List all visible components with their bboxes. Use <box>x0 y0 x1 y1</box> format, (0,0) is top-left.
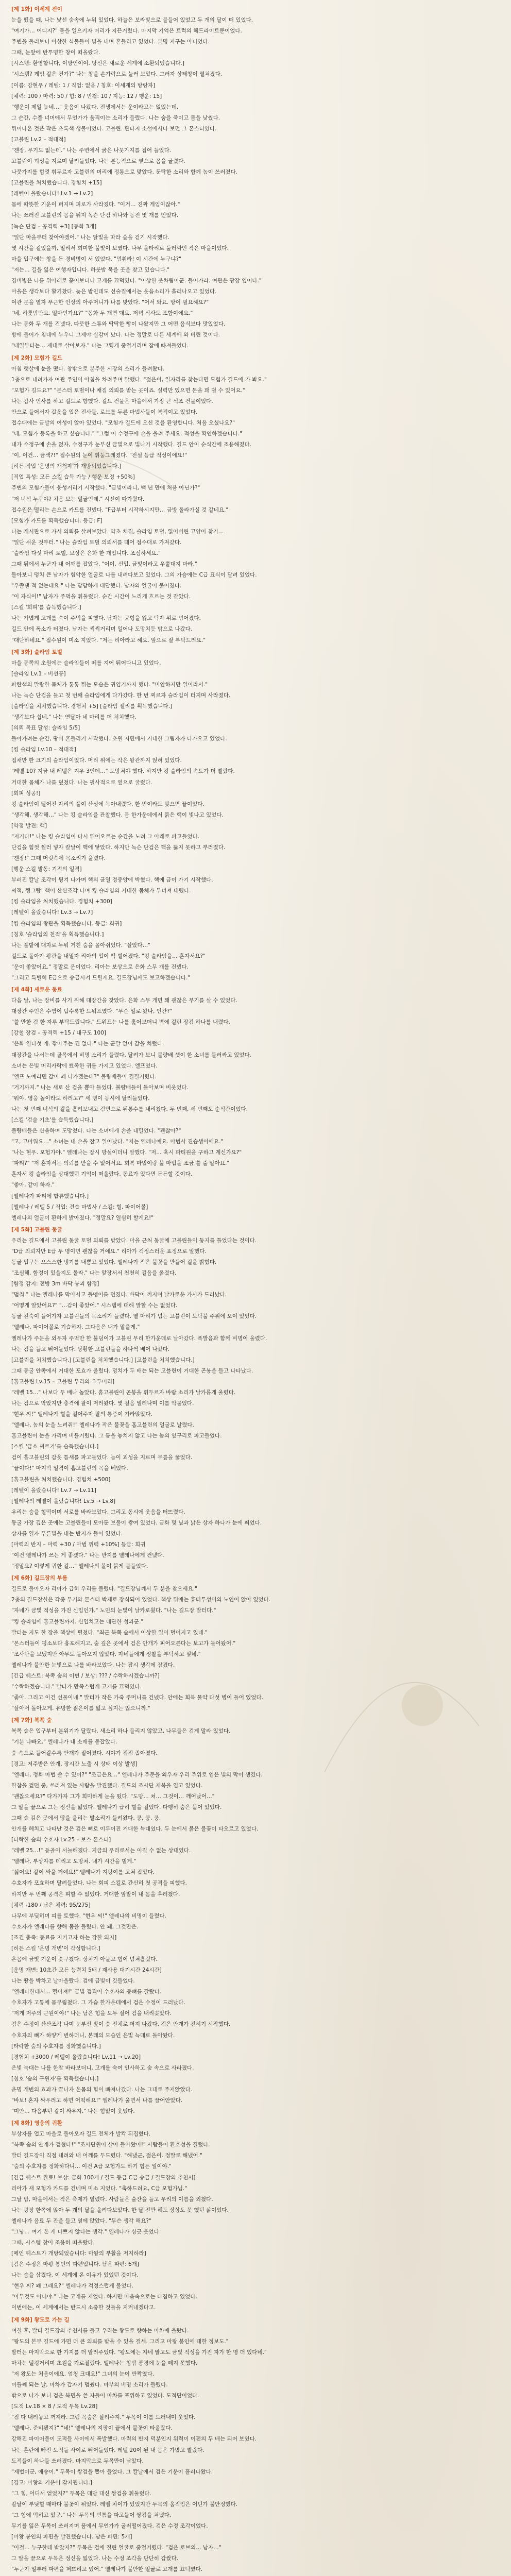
text-line: "파티?" "저 혼자서는 의뢰를 받을 수 없어서요. 회복 마법이랑 불 마법을 조금 쓸 줄 알아요." <box>11 1160 230 1167</box>
text-line: [레벨이 올랐습니다! Lv.7 → Lv.11] <box>11 1487 96 1494</box>
text-line: [홉고블린을 처치했습니다. 경험치 +500] <box>11 1476 111 1483</box>
text-line: 나는 혼란에 빠진 도적들 사이로 뛰어들었다. 레벨 20이 된 내 몸은 가볍고 빨랐다. <box>11 2447 205 2453</box>
text-line: "좋아. 그리고 이건 선물이네." 발터가 작은 가죽 주머니를 건넸다. 안에는 회복 물약 다섯 병이 들어 있었다. <box>11 1694 263 1701</box>
text-line: "그냥… 여기 온 게 나쁘지 않다는 생각." 엘레나가 싱긋 웃었다. <box>11 2228 161 2235</box>
text-line: 몸에 따뜻한 기운이 퍼지며 피로가 사라졌다. "이거… 진짜 게임이잖아." <box>11 201 180 208</box>
text-line: [도적 Lv.18 × 8 / 도적 두목 Lv.28] <box>11 2403 98 2410</box>
text-line: [마왕 봉인의 파편을 발견했습니다. 남은 파편: 5개] <box>11 2534 132 2540</box>
text-line: 발터는 마지막으로 한 가지를 더 알려주었다. "왕도에는 자네 말고도 금빛 적성을 가진 자가 한 명 더 있다네." <box>11 2349 267 2355</box>
text-line: "우쭐댄 적 없는데요." 나는 담담하게 대답했다. 남자의 얼굴이 붉어졌다. <box>11 583 182 589</box>
text-line: "생각해, 생각해…" 나는 킹 슬라임을 관찰했다. 몸 한가운데에서 붉은 핵이 빛나고 있었다. <box>11 811 224 818</box>
text-line: 이번에는, 이 세계에서는 반드시 소중한 것들을 지켜내겠다고. <box>11 2304 156 2311</box>
text-line: "왕도의 본부 길드에 가면 더 큰 의뢰를 받을 수 있을 걸세. 그리고 마왕 봉인에 대한 정보도." <box>11 2338 229 2345</box>
text-line: 고블린이 괴성을 지르며 달려들었다. 나는 본능적으로 옆으로 몸을 굴렸다. <box>11 158 185 165</box>
chapter-heading: [제 1화] 이세계 전이 <box>11 6 62 12</box>
text-line: 수호자의 뼈가 하얗게 변하더니, 본래의 모습인 은빛 늑대로 돌아왔다. <box>11 2032 175 2039</box>
text-line: 수호자가 포효하며 달려들었다. 나는 회피 스킬로 간신히 첫 공격을 피했다. <box>11 1880 188 1887</box>
chapter-heading: [제 4화] 새로운 동료 <box>11 987 62 993</box>
text-line: "정말요? 이렇게 귀한 걸…" 엘레나의 볼이 붉게 물들었다. <box>11 1563 148 1570</box>
text-line: 나는 땅을 박차고 날아올랐다. 검에 금빛이 깃들었다. <box>11 1978 135 1985</box>
text-line: 나무에 부딪히며 피를 토했다. "현우 씨!" 엘레나의 비명이 들렸다. <box>11 1912 166 1919</box>
text-line: 검이 홉고블린의 갑옷 틈새를 파고들었다. 놈이 괴성을 지르며 무릎을 꿇었다. <box>11 1454 193 1461</box>
text-line: "이, 이건… 금색?!" 접수원의 눈이 휘둥그레졌다. "전설 등급 적성이에요!" <box>11 452 187 459</box>
text-line: [타락한 숲의 수호자를 정화했습니다.] <box>11 2043 101 2049</box>
text-line: 하지만 두 번째 공격은 피할 수 없었다. 거대한 앞발이 내 몸을 후려쳤다. <box>11 1891 180 1897</box>
text-line: [체력 -180 / 남은 체력: 95/275] <box>11 1902 91 1908</box>
text-line: [운명 개변: 10초간 모든 능력치 5배 / 재사용 대기시간 24시간] <box>11 1967 162 1974</box>
text-line: "자네가 금빛 적성을 가진 신입인가." 노인의 눈빛이 날카로웠다. "나는 길드장 발터다." <box>11 1607 216 1614</box>
text-line: [엘레나 / 레벨 5 / 직업: 견습 마법사 / 스킬: 힐, 파이어볼] <box>11 1204 148 1210</box>
text-line: "슬라임 다섯 마리 토벌, 보상은 은화 한 개입니다. 조심하세요." <box>11 550 161 556</box>
text-line: 동굴 깊숙이 들어가자 고블린들의 목소리가 들렸다. 열 마리가 넘는 고블린이 모닥불 주위에 모여 있었다. <box>11 1313 257 1320</box>
text-line: 돌아보니 덩치 큰 남자가 험악한 얼굴로 나를 내려다보고 있었다. 그의 가슴에는 C급 표식이 달려 있었다. <box>11 572 257 579</box>
text-line: [경고: 마왕의 기운이 감지됩니다.] <box>11 2479 92 2486</box>
text-line: "저 왕도는 처음이에요. 엄청 크대요!" 그녀의 눈이 반짝였다. <box>11 2370 155 2377</box>
text-line: "그 힘, 어디서 얻었지?" 두목은 대답 대신 쌍검을 휘둘렀다. <box>11 2490 151 2497</box>
text-line: "네, 하룻밤만요. 얼마인가요?" "동화 두 개면 돼요. 저녁 식사도 포함이에요." <box>11 310 193 317</box>
text-line: "이걸… 누구한테 받았지?" 두목은 겁에 질린 얼굴로 중얼거렸다. "검은 로브의… 남자…" <box>11 2545 222 2551</box>
text-line: 소녀는 은빛 머리카락에 뾰족한 귀를 가지고 있었다. 엘프였다. <box>11 1062 158 1069</box>
text-line: [슬라임 Lv.1 – 비선공] <box>11 670 66 677</box>
text-line: 단검을 힘껏 찔러 넣자 칼날이 핵에 닿았다. 하지만 녹슨 단검은 핵을 뚫지 못하고 부러졌다. <box>11 844 226 851</box>
text-line: 아침 햇살에 눈을 떴다. 창밖으로 분주한 시장의 소리가 들려왔다. <box>11 365 165 372</box>
text-line: [경험치 +3000 / 레벨이 올랐습니다! Lv.11 → Lv.20] <box>11 2054 141 2060</box>
text-line: "엘레나, 준비됐지?" "네!" 엘레나의 지팡이 끝에서 불꽃이 타올랐다. <box>11 2425 173 2432</box>
text-line: 파란색의 말랑한 몸체가 통통 튀는 모습은 귀엽기까지 했다. "미안하지만 일이라서." <box>11 681 208 688</box>
text-line: 나뭇가지를 힘껏 휘두르자 고블린의 머리에 정통으로 맞았다. 둔탁한 소리와 함께 놈이 쓰러졌다. <box>11 169 237 176</box>
text-line: "쓸 만한 검 한 자루 부탁드립니다." 드워프는 나를 훑어보더니 벽에 걸린 장검 하나를 내렸다. <box>11 1019 230 1026</box>
text-line: 며칠 후, 발터 길드장의 추천서를 들고 우리는 왕도로 향하는 마차에 올랐다. <box>11 2327 189 2334</box>
text-line: 경비병은 나를 위아래로 훑어보더니 고개를 끄덕였다. "이상한 옷차림이군. 들어가라. 여관은 광장 옆이다." <box>11 277 262 284</box>
text-line: [킹 슬라임을 처치했습니다. 경험치 +300] <box>11 899 112 905</box>
text-line: "킹 슬라임에 홉고블린까지. 신입치고는 대단한 성과군." <box>11 1618 144 1625</box>
text-line: 나는 녹슨 단검을 들고 첫 번째 슬라임에게 다가갔다. 한 번 찌르자 슬라임이 터지며 사라졌다. <box>11 692 231 699</box>
text-line: 우리는 길드에서 고블린 동굴 토벌 의뢰를 받았다. 마을 근처 동굴에 고블린들이 둥지를 틀었다는 것이다. <box>11 1237 257 1244</box>
text-line: 홉고블린이 눈을 가리며 비틀거렸다. 그 틈을 놓치지 않고 나는 놈의 옆구리로 파고들었다. <box>11 1433 222 1439</box>
text-line: [녹슨 단검 – 공격력 +3] [동화 3개] <box>11 223 97 230</box>
text-line: [강철 장검 – 공격력 +15 / 내구도 100] <box>11 1030 106 1037</box>
text-line: 마을 동쪽의 초원에는 슬라임들이 떼를 지어 뛰어다니고 있었다. <box>11 659 161 666</box>
text-line: [히든 스킬 '운명 개변'이 각성합니다.] <box>11 1945 100 1952</box>
text-line: 밖으로 나가 보니 검은 복면을 쓴 자들이 마차를 포위하고 있었다. 도적단이었다. <box>11 2393 199 2399</box>
text-line: 그때, 눈앞에 반투명한 창이 떠올랐다. <box>11 49 100 56</box>
text-line: "젠장!" 그때 머릿속에 목소리가 울렸다. <box>11 855 106 862</box>
text-line: "북쪽 숲의 안개가 걷혔다!" "조사단원이 살아 돌아왔어!" 사람들이 환호성을 질렀다. <box>11 2142 210 2148</box>
text-line: 불량배들은 신음하며 도망쳤다. 나는 소녀에게 손을 내밀었다. "괜찮아?" <box>11 1128 181 1134</box>
text-line: 동굴 가장 깊은 곳에는 고블린들이 모아둔 보물이 쌓여 있었다. 금화 몇 닢과 낡은 상자 하나가 눈에 띄었다. <box>11 1519 262 1526</box>
text-line: 온몸에 금빛 기운이 솟구쳤다. 상처가 아물고 힘이 넘쳐흘렀다. <box>11 1956 158 1962</box>
text-line: "몬스터들이 평소보다 흉포해지고, 숲 깊은 곳에서 검은 안개가 피어오른다는 보고가 들어왔어." <box>11 1640 236 1647</box>
text-line: 2층의 길드장실은 각종 무기와 몬스터 박제로 장식되어 있었다. 책상 뒤에는 흉터투성이의 노인이 앉아 있었다. <box>11 1597 271 1603</box>
text-line: 수호자가 엘레나를 향해 몸을 돌렸다. 안 돼, 그것만은. <box>11 1923 139 1930</box>
text-line: 길드로 돌아오자 리아가 급히 우리를 불렀다. "길드장님께서 두 분을 찾으세요." <box>11 1586 197 1592</box>
text-line: "엘레나한테서… 떨어져!" 금빛 검격이 수호자의 등뼈를 갈랐다. <box>11 1989 162 1995</box>
text-line: [함정 감지: 전방 3m 바닥 붕괴 함정] <box>11 1281 99 1287</box>
text-line: [시스템: 환영합니다, 이방인이여. 당신은 새로운 세계에 소환되었습니다.] <box>11 60 184 67</box>
text-line: 마을 입구에는 창을 든 경비병이 서 있었다. "멈춰라! 이 시간에 누구냐?" <box>11 256 182 262</box>
text-line: 쩌적, 쨍그랑! 핵이 산산조각 나며 킹 슬라임의 거대한 몸체가 무너져 내렸다. <box>11 888 191 894</box>
text-line: [검은 수정은 마왕 봉인의 파편입니다. 남은 파편: 6개] <box>11 2261 139 2268</box>
text-line: "바보! 혼자 싸우려고 하면 어떡해요!" 엘레나가 울면서 나를 끌어안았다. <box>11 2097 183 2104</box>
text-line: [스킬 '급소 찌르기'를 습득했습니다.] <box>11 1444 99 1450</box>
text-line: "엘레나, 부상자를 데리고 도망쳐. 내가 시간을 벌게." <box>11 1858 137 1865</box>
text-line: 여관 문을 열자 푸근한 인상의 아주머니가 나를 맞았다. "어서 와요. 방이 필요해요?" <box>11 299 209 306</box>
text-line: "엘레나, 놈의 눈을 노려줘!" 엘레나가 작은 불꽃을 홉고블린의 얼굴로 날렸다. <box>11 1422 194 1429</box>
text-line: "이 자식이!" 남자가 주먹을 휘둘렀다. 순간 시간이 느리게 흐르는 것 같았다. <box>11 594 191 600</box>
text-line: "어떻게 알았어요?" "…감이 좋았어." 시스템에 대해 말할 수는 없었다. <box>11 1302 178 1309</box>
text-line: [스킬 '회피'를 습득했습니다.] <box>11 604 81 611</box>
text-line: [의뢰 목표 달성: 슬라임 5/5] <box>11 725 80 732</box>
text-line: 나는 쓰러진 고블린의 몸을 뒤져 녹슨 단검 하나와 동전 몇 개를 얻었다. <box>11 212 179 219</box>
text-line: 그때 동굴 안쪽에서 거대한 포효가 울렸다. 덩치가 두 배는 되는 고블린이 거대한 곤봉을 들고 나타났다. <box>11 1367 253 1374</box>
text-line: 동굴 입구는 으스스한 냉기를 내뿜고 있었다. 엘레나가 작은 불꽃을 만들어 길을 밝혔다. <box>11 1259 217 1265</box>
text-line: 킹 슬라임이 떨어진 자리의 풀이 산성에 녹아내렸다. 한 번이라도 맞으면 끝이었다. <box>11 801 205 807</box>
text-line: 엘레나가 불안한 눈빛으로 나를 바라보았다. 나는 잠시 생각에 잠겼다. <box>11 1662 175 1668</box>
text-line: 나는 풀밭에 대자로 누워 거친 숨을 몰아쉬었다. "살았다…" <box>11 942 151 948</box>
text-line: 나는 게시판으로 가서 의뢰를 살펴보았다. 약초 채집, 슬라임 토벌, 잃어버린 고양이 찾기… <box>11 528 224 535</box>
text-line: 마차는 덜컹거리며 초원을 가로질렀다. 엘레나는 창밖 풍경에 눈을 떼지 못했다. <box>11 2360 198 2366</box>
text-line: [회피 성공!] <box>11 790 41 796</box>
text-line: "엘프 노예라면 값이 꽤 나가겠는데?" 불량배들이 낄낄거렸다. <box>11 1073 157 1080</box>
text-line: [마력의 반지 – 마력 +30 / 마법 위력 +10%] 등급: 희귀 <box>11 1541 146 1548</box>
text-line: 길드로 돌아가 왕관을 내밀자 리아의 입이 떡 벌어졌다. "킹 슬라임을… 혼자서요?" <box>11 953 206 959</box>
text-line: "제법이군, 애송이." 두목이 쌍검을 뽑아 들었다. 그 칼날에서 검은 기운이 흘러나왔다. <box>11 2468 213 2475</box>
text-line: "레벨 10? 지금 내 레벨은 겨우 3인데…" 도망쳐야 했다. 하지만 킹 슬라임의 속도가 더 빨랐다. <box>11 768 235 775</box>
text-line: "엘레나, 파이어볼로 기습하자. 그다음은 내가 맡을게." <box>11 1324 140 1331</box>
text-line: 나는 검을 들고 뛰어들었다. 당황한 고블린들을 하나씩 베어 나갔다. <box>11 1346 170 1352</box>
text-line: 주변을 둘러보니 이상한 식물들이 빛을 내며 흔들리고 있었다. 분명 지구는 아니었다. <box>11 39 210 45</box>
text-line: 리아가 새 모험가 카드를 건네며 미소 지었다. "축하드려요, C급 모험가님." <box>11 2185 188 2192</box>
text-line: 북쪽 숲은 입구부터 분위기가 달랐다. 새소리 하나 들리지 않았고, 나무들은 검게 말라 있었다. <box>11 1728 231 1735</box>
text-line: [칭호 '숲의 구원자'를 획득했습니다.] <box>11 2075 99 2082</box>
text-line: 부러진 칼날 조각이 튕겨 나가며 핵의 균열 정중앙에 박혔다. 핵에 금이 가기 시작했다. <box>11 877 213 884</box>
text-line: "나는 현우. 모험가야." 엘레나는 잠시 망설이더니 말했다. "저… 혹시 파티원을 구하고 계신가요?" <box>11 1149 242 1156</box>
text-line: "일단 마을부터 찾아야겠어." 나는 달빛을 따라 숲을 걷기 시작했다. <box>11 234 169 241</box>
text-line: 무기를 잃은 두목이 쓰러지며 품에서 무언가가 굴러떨어졌다. 검은 수정 조각이었다. <box>11 2523 208 2530</box>
text-line: "네, 모험가 등록을 하고 싶습니다." "그럼 이 수정구에 손을 올려 주세요. 적성을 확인하겠습니다." <box>11 431 243 437</box>
text-line: 운명 개변의 효과가 끝나자 온몸의 힘이 빠져나갔다. 나는 그대로 주저앉았다. <box>11 2086 193 2093</box>
text-line: "모험가 길드요?" "몬스터 토벌이나 채집 의뢰를 받는 곳이죠. 실력만 있으면 돈을 꽤 벌 수 있어요." <box>11 387 245 394</box>
text-line: [스킬 '검술 기초'를 습득했습니다.] <box>11 1116 94 1123</box>
text-line: "조심해. 함정이 있을지도 몰라." 나는 앞장서서 천천히 걸음을 옮겼다. <box>11 1270 177 1277</box>
text-line: "뭐야, 영웅 놀이라도 하려고?" 세 명이 동시에 달려들었다. <box>11 1095 150 1101</box>
text-line: 칼날이 부딪힐 때마다 불꽃이 튀었다. 레벨 차이가 있었지만 두목의 움직임은 어딘가 불안정했다. <box>11 2501 237 2507</box>
text-line: "괜찮으세요?" 다가가자 그가 희미하게 눈을 떴다. "도망… 쳐… 그것이… 깨어났어…" <box>11 1793 215 1800</box>
text-line: 숲 속으로 들어갈수록 안개가 짙어졌다. 시야가 점점 좁아졌다. <box>11 1750 158 1756</box>
text-line: "아무것도 아니야." 나는 고개를 저었다. 하지만 마음속으로는 다짐하고 있었다. <box>11 2294 197 2300</box>
text-line: "이건 엘레나가 쓰는 게 좋겠다." 나는 반지를 엘레나에게 건넸다. <box>11 1552 164 1559</box>
text-line: "멈춰." 나는 엘레나를 막아서고 돌멩이를 던졌다. 바닥이 꺼지며 날카로운 가시가 드러났다. <box>11 1292 227 1298</box>
text-line: 방에 들어가 침대에 누우니 그제야 실감이 났다. 나는 정말로 다른 세계에 와 버린 것이다. <box>11 332 220 338</box>
text-line: 엘레나가 음료 두 잔을 들고 옆에 앉았다. "무슨 생각 해요?" <box>11 2217 151 2224</box>
text-line: "그 힘에 먹히고 있군." 나는 두목의 빈틈을 파고들어 쌍검을 쳐냈다. <box>11 2512 172 2518</box>
text-line: "레벨 15…" 나보다 두 배나 높았다. 홉고블린이 곤봉을 휘두르자 바람 소리가 날카롭게 울렸다. <box>11 1389 236 1396</box>
text-line: 수호자가 고통에 몸부림쳤다. 그 가슴 한가운데에서 검은 수정이 드러났다. <box>11 1999 185 2006</box>
text-line: 부상자를 업고 마을로 돌아오자 길드 전체가 발칵 뒤집혔다. <box>11 2131 151 2138</box>
text-line: 그때 뒤에서 누군가 내 어깨를 잡았다. "어이, 신입. 금빛이라고 우쭐대지 마라." <box>11 561 197 567</box>
text-line: "젠장, 무기도 없는데." 나는 주변에서 굵은 나뭇가지를 집어 들었다. <box>11 147 172 154</box>
text-line: 나는 첫 번째 녀석의 칼을 흘려보내고 검면으로 뒤통수를 내리쳤다. 두 번째, 세 번째도 순식간이었다. <box>11 1106 248 1112</box>
text-line: [이름: 강현우 / 레벨: 1 / 직업: 없음 / 칭호: 이세계의 방랑자] <box>11 82 156 89</box>
text-line: 혼자서 킹 슬라임을 상대했던 기억이 떠올랐다. 동료가 있다면 든든할 것이다. <box>11 1171 193 1178</box>
text-line: [체력: 100 / 마력: 50 / 힘: 8 / 민첩: 10 / 지능: 12 / 행운: 15] <box>11 93 162 99</box>
text-line: 한참을 걷던 중, 쓰러져 있는 사람을 발견했다. 길드의 조사단 제복을 입고 있었다. <box>11 1782 203 1789</box>
text-line: [레벨이 올랐습니다! Lv.3 → Lv.7] <box>11 909 93 916</box>
text-line: 거대한 몸체가 나를 덮쳤다. 나는 필사적으로 옆으로 굴렀다. <box>11 779 152 786</box>
text-line: [홉고블린 Lv.15 – 고블린 무리의 우두머리] <box>11 1378 115 1385</box>
text-line: "일단 쉬운 것부터." 나는 슬라임 토벌 의뢰서를 떼어 접수대로 가져갔다. <box>11 539 182 546</box>
document-body <box>11 0 500 2576</box>
text-line: 강해진 파이어볼이 도적들 사이에서 폭발했다. 마력의 반지 덕분인지 위력이 이전의 두 배는 되어 보였다. <box>11 2436 257 2443</box>
text-line: 나는 검으로 막았지만 충격에 팔이 저려왔다. 몇 걸음 밀려나며 이를 악물었다. <box>11 1400 194 1406</box>
text-line: "숲의 수호자를 정화하다니… 이건 A급 모험가도 하기 힘든 일이야." <box>11 2163 172 2170</box>
text-line: 상자를 열자 푸른빛을 내는 반지가 들어 있었다. <box>11 1530 123 1537</box>
text-line: "수락하겠습니다." 발터가 만족스럽게 고개를 끄덕였다. <box>11 1684 142 1690</box>
text-line: "행운이 제일 높네…" 웃음이 나왔다. 전생에서는 운이라고는 없었는데. <box>11 104 179 110</box>
text-line: "저는… 길을 잃은 여행자입니다. 하룻밤 묵을 곳을 찾고 있습니다." <box>11 266 170 273</box>
text-line: "현우 씨!" 엘레나가 힐을 걸어주자 팔의 통증이 가라앉았다. <box>11 1411 152 1418</box>
text-line: 나는 광장 한쪽에 앉아 두 개의 달을 올려다보았다. 한 달 전만 해도 상상도 못 했던 삶이었다. <box>11 2207 229 2213</box>
text-line: "좋아, 같이 하자." <box>11 1182 55 1189</box>
text-line: [히든 직업 '운명의 개척자'가 개방되었습니다.] <box>11 463 122 470</box>
text-line: 발터 길드장이 직접 내려와 내 어깨를 두드렸다. "해냈군, 젊은이. 정말로 해냈어." <box>11 2153 202 2159</box>
text-line: "싫어요! 같이 싸울 거예요!" 엘레나가 지팡이를 고쳐 잡았다. <box>11 1869 155 1876</box>
text-line: [고블린을 처치했습니다. 경험치 +15] <box>11 180 102 187</box>
text-line: "끝이다!" 마지막 일격이 홉고블린의 목을 베었다. <box>11 1465 128 1472</box>
text-line: "D급 의뢰지만 E급 두 명이면 괜찮을 거예요." 리아가 걱정스러운 표정으로 말했다. <box>11 1248 207 1255</box>
text-line: 안개를 헤치고 나타난 것은 검은 뼈로 이루어진 거대한 늑대였다. 두 눈에서 붉은 불꽃이 타오르고 있었다. <box>11 1826 259 1833</box>
text-line: "내일부터는… 제대로 살아보자." 나는 그렇게 중얼거리며 잠에 빠져들었다. <box>11 343 189 349</box>
text-line: 나는 숨을 삼켰다. 이 세계에 온 이유가 있었던 것이다. <box>11 2272 139 2279</box>
text-line: "현우 씨? 왜 그래요?" 엘레나가 걱정스럽게 물었다. <box>11 2283 133 2290</box>
text-line: 다음 날, 나는 장비를 사기 위해 대장간을 찾았다. 은화 스무 개면 꽤 괜찮은 무기를 살 수 있었다. <box>11 997 237 1004</box>
chapter-heading: [제 2화] 모험가 길드 <box>11 354 62 361</box>
chapter-heading: [제 5화] 고블린 동굴 <box>11 1226 62 1233</box>
text-line: 마을은 생각보다 활기찼다. 늦은 밤인데도 선술집에서는 웃음소리가 흘러나오고 있었다. <box>11 289 217 295</box>
text-line: [고블린 Lv.2 – 적대적] <box>11 136 66 143</box>
text-line: 주변의 모험가들이 웅성거리기 시작했다. "금빛이라니, 백 년 만에 처음 아닌가?" <box>11 485 200 492</box>
text-line: "저게 저주의 근원이야!" 나는 남은 힘을 모두 실어 검을 내리꽂았다. <box>11 2010 172 2017</box>
text-line: [슬라임을 처치했습니다. 경험치 +5] [슬라임 젤리를 획득했습니다.] <box>11 703 173 709</box>
text-line: [레벨이 올랐습니다! Lv.1 → Lv.2] <box>11 191 93 197</box>
chapter-heading: [제 8화] 영웅의 귀환 <box>11 2120 62 2127</box>
text-line: "생각보다 쉽네." 나는 연달아 네 마리를 더 처치했다. <box>11 714 137 721</box>
text-line: 은빛 늑대는 나를 한참 바라보더니, 고개를 숙여 인사하고 숲 속으로 사라졌다. <box>11 2064 194 2071</box>
text-line: 나는 가볍게 고개를 숙여 주먹을 피했다. 남자는 균형을 잃고 탁자 위로 넘어졌다. <box>11 615 201 622</box>
text-line: 접수원은 떨리는 손으로 카드를 건넸다. "F급부터 시작하시지만… 금방 올라가실 것 같네요." <box>11 506 229 513</box>
text-line: 검은 수정이 산산조각 나며 눈부신 빛이 숲 전체로 퍼져 나갔다. 검은 안개가 걷히기 시작했다. <box>11 2021 231 2028</box>
text-line: "운이 좋았어요." 정말로 운이었다. 리아는 보상으로 은화 스무 개를 건넸다. <box>11 963 189 970</box>
text-line: 엘레나가 주문을 외우자 주먹만 한 불덩이가 고블린 무리 한가운데로 날아갔다. 폭발음과 함께 비명이 울렸다. <box>11 1335 267 1342</box>
text-line: "미안… 다음부턴 같이 싸우자." 나는 힘없이 웃었다. <box>11 2108 135 2115</box>
text-line: 집채만 한 크기의 슬라임이었다. 머리 위에는 작은 왕관까지 얹혀 있었다. <box>11 757 182 764</box>
text-line: "엘레나, 정화 마법 쓸 수 있어?" "조금은요…" 엘레나가 주문을 외우자 우리 주위로 옅은 빛의 막이 생겼다. <box>11 1771 263 1778</box>
text-line: 대장간을 나서는데 골목에서 비명 소리가 들렸다. 달려가 보니 불량배 셋이 한 소녀를 둘러싸고 있었다. <box>11 1052 251 1058</box>
text-line: [킹 슬라임 Lv.10 – 적대적] <box>11 747 76 753</box>
text-line: "살아서 돌아오게. 유망한 젊은이를 잃고 싶지는 않으니까." <box>11 1705 150 1712</box>
text-line: [조건 충족: 동료를 지키고자 하는 강한 의지] <box>11 1934 117 1941</box>
text-line: 내가 수정구에 손을 얹자, 수정구가 눈부신 금빛으로 빛나기 시작했다. 길드 안이 순식간에 조용해졌다. <box>11 442 251 448</box>
text-line: 이틀째 되는 날, 마차가 갑자기 멈췄다. 마부의 비명 소리가 들렸다. <box>11 2382 168 2388</box>
text-line: "그리고 특별히 E급으로 승급시켜 드릴게요. 길드장님께도 보고하겠습니다." <box>11 974 191 981</box>
text-line: 길드 안에 폭소가 터졌다. 남자는 씩씩거리며 일어나 도망치듯 밖으로 나갔다. <box>11 626 193 633</box>
text-line: [약점 발견: 핵] <box>11 822 47 829</box>
text-line: [킹 슬라임의 왕관을 획득했습니다. 등급: 희귀] <box>11 920 122 927</box>
text-line: "대단하네요." 접수원이 미소 지었다. "저는 리아라고 해요. 앞으로 잘 부탁드려요." <box>11 637 206 643</box>
chapter-heading: [제 7화] 북쪽 숲 <box>11 1717 52 1724</box>
text-line: [엘레나가 파티에 합류했습니다.] <box>11 1193 89 1199</box>
text-line: "여기가… 어디지?" 몸을 일으키자 머리가 지끈거렸다. 마지막 기억은 트럭의 헤드라이트뿐이었다. <box>11 28 242 35</box>
text-line: 우리는 숨을 헐떡이며 서로를 바라보았다. 그리고 동시에 웃음을 터뜨렸다. <box>11 1509 185 1515</box>
text-line: 눈을 떴을 때, 나는 낯선 숲속에 누워 있었다. 하늘은 보라빛으로 물들어 있었고 두 개의 달이 떠 있었다. <box>11 17 253 24</box>
text-line: [긴급 퀘스트 완료! 보상: 금화 100개 / 길드 등급 C급 승급 / 길드장의 추천서] <box>11 2174 196 2181</box>
text-line: "은화 열다섯 개. 깎아주는 건 없다." 나는 군말 없이 값을 치렀다. <box>11 1041 164 1047</box>
text-line: [행운 스킬 발동: 기적의 일격] <box>11 866 82 873</box>
text-line: "레벨 25…!" 등골이 서늘해졌다. 지금의 우리로서는 이길 수 없는 상대였다. <box>11 1848 191 1854</box>
text-line: "기분 나빠요." 엘레나가 내 소매를 붙잡았다. <box>11 1739 117 1745</box>
text-line: "시스템? 게임 같은 건가?" 나는 창을 손가락으로 눌러 보았다. 그러자 상태창이 펼쳐졌다. <box>11 71 223 78</box>
text-line: 튀어나온 것은 작은 초록색 생물이었다. 고블린. 판타지 소설에서나 보던 그 몬스터였다. <box>11 125 217 132</box>
text-line: "저 녀석 누구야? 처음 보는 얼굴인데." 시선이 따가웠다. <box>11 496 145 502</box>
text-line: [엘레나의 레벨이 올랐습니다! Lv.5 → Lv.8] <box>11 1498 116 1504</box>
text-line: 접수대에는 금발의 여성이 앉아 있었다. "모험가 길드에 오신 것을 환영합니다. 처음 오셨나요?" <box>11 419 235 426</box>
text-line: "짐 다 내려놓고 꺼져라. 그럼 목숨은 살려주지." 두목이 이를 드러내며 웃었다. <box>11 2414 196 2421</box>
text-line: 대장간 주인은 수염이 덥수룩한 드워프였다. "무슨 일로 왔나, 인간?" <box>11 1008 173 1015</box>
text-line: [칭호 '슬라임의 천적'을 획득했습니다.] <box>11 931 104 938</box>
text-line: "조사단을 보냈지만 아무도 돌아오지 않았다. 자네들에게 정찰을 부탁하고 싶네." <box>11 1651 201 1657</box>
text-line: 그 말을 끝으로 두목은 정신을 잃었다. 나는 수정 조각을 단단히 감쌌다. <box>11 2555 179 2562</box>
text-line: [직업 특성: 모든 스킬 습득 가능 / 행운 보정 +50%] <box>11 474 135 481</box>
chapter-heading: [제 6화] 길드장의 부름 <box>11 1575 68 1582</box>
text-line: "고, 고마워요…" 소녀는 내 손을 잡고 일어났다. "저는 엘레나예요. 마법사 견습생이에요." <box>11 1139 224 1145</box>
text-line: "누군가 일부러 파편을 퍼뜨리고 있어." 엘레나가 불안한 얼굴로 고개를 끄덕였다. <box>11 2566 202 2573</box>
text-line: 나는 동화 두 개를 건넸다. 따뜻한 스튜와 딱딱한 빵이 나왔지만 그 어떤 음식보다 맛있었다. <box>11 321 226 328</box>
text-line: 도적들이 하나둘 쓰러졌다. 마지막으로 두목만이 남았다. <box>11 2458 144 2464</box>
text-line: 나는 감사 인사를 하고 길드로 향했다. 길드 건물은 마을에서 가장 큰 석조 건물이었다. <box>11 398 213 404</box>
text-line: 몇 시간을 걸었을까, 멀리서 희미한 불빛이 보였다. 나무 울타리로 둘러싸인 작은 마을이었다. <box>11 245 229 251</box>
text-line: [긴급 퀘스트: 북쪽 숲의 이변 / 보상: ??? / 수락하시겠습니까?] <box>11 1672 160 1679</box>
text-line: 그 말을 끝으로 그는 정신을 잃었다. 엘레나가 급히 힐을 걸었다. 다행히 숨은 붙어 있었다. <box>11 1804 222 1810</box>
chapter-heading: [제 9화] 왕도로 가는 길 <box>11 2316 70 2323</box>
text-line: 안으로 들어서자 갑옷을 입은 전사들, 로브를 두른 마법사들이 북적이고 있었다. <box>11 409 198 415</box>
text-line: "저기다!" 나는 킹 슬라임이 다시 뛰어오르는 순간을 노려 그 아래로 파고들었다. <box>11 833 200 840</box>
text-line: "거기까지." 나는 새로 산 검을 뽑아 들었다. 불량배들이 돌아보며 비웃었다. <box>11 1084 189 1091</box>
text-line: 엘레나의 얼굴이 환하게 밝아졌다. "정말요? 열심히 할게요!" <box>11 1214 154 1221</box>
text-line: 발터는 지도 한 장을 책상에 펼쳤다. "최근 북쪽 숲에서 이상한 일이 벌어지고 있네." <box>11 1629 208 1636</box>
text-line: [모험가 카드를 획득했습니다. 등급: F] <box>11 517 103 524</box>
text-line: 그 순간, 수풀 너머에서 무언가가 움직이는 소리가 들렸다. 나는 숨을 죽이고 몸을 낮췄다. <box>11 114 220 121</box>
text-line: 그날 밤, 마을에서는 작은 축제가 열렸다. 사람들은 술잔을 들고 우리의 이름을 외쳤다. <box>11 2196 213 2202</box>
text-line: [경고: 저주받은 안개. 장시간 노출 시 상태 이상 발생] <box>11 1760 138 1767</box>
text-line: 그때 숲 깊은 곳에서 땅을 울리는 발소리가 들려왔다. 쿵, 쿵, 쿵. <box>11 1815 161 1821</box>
text-line: [타락한 숲의 수호자 Lv.25 – 보스 몬스터] <box>11 1837 111 1843</box>
text-line: 돌아가려는 순간, 땅이 흔들리기 시작했다. 초원 저편에서 거대한 그림자가 다가오고 있었다. <box>11 736 227 742</box>
text-line: 1층으로 내려가자 여관 주인이 아침을 차려주며 말했다. "젊은이, 일자리를 찾는다면 모험가 길드에 가 봐요." <box>11 376 267 383</box>
text-line: 그때, 시스템 창이 조용히 떠올랐다. <box>11 2240 95 2246</box>
text-line: [메인 퀘스트가 개방되었습니다: 마왕의 부활을 저지하라] <box>11 2250 146 2257</box>
text-line: [고블린을 처치했습니다.] [고블린을 처치했습니다.] [고블린을 처치했습니다.] <box>11 1357 195 1363</box>
chapter-heading: [제 3화] 슬라임 토벌 <box>11 649 62 655</box>
